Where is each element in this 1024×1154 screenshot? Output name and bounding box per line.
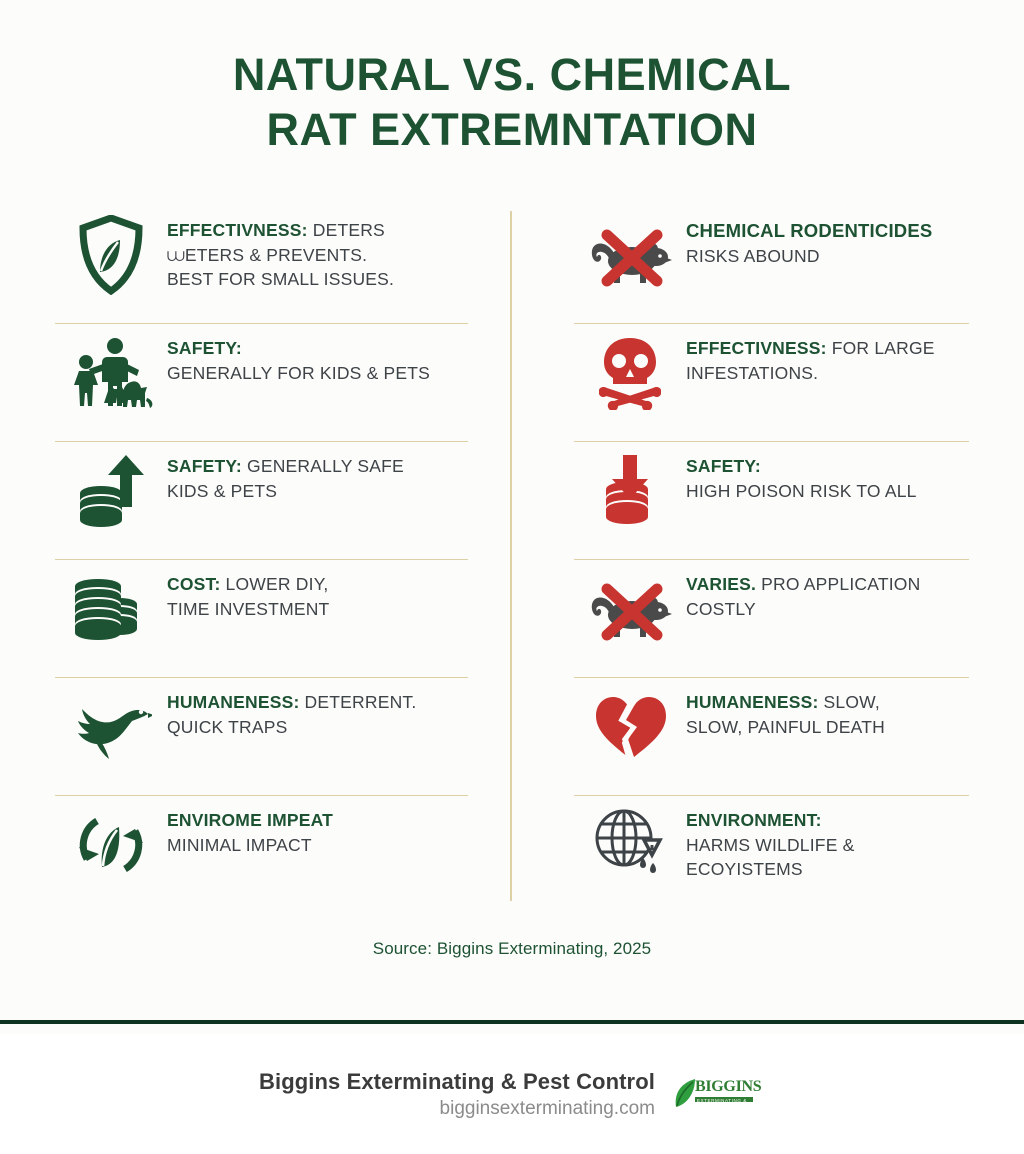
list-item-line3: BEST FOR SMALL ISSUES. <box>167 269 395 290</box>
skull-crossbones-icon <box>574 332 686 414</box>
list-item-text <box>686 214 969 269</box>
list-item-label: HUMANENESS: <box>167 691 300 712</box>
list-item-line2: KIDS & PETS <box>167 480 278 501</box>
footer-website[interactable]: bigginsexterminating.com <box>439 1097 655 1119</box>
list-item-text <box>167 804 468 858</box>
list-item-label: SAFETY: <box>686 455 761 476</box>
list-item <box>55 206 468 324</box>
footer-text-block <box>259 1069 655 1120</box>
list-item-text <box>686 568 969 622</box>
list-item-body: FOR LARGE <box>826 337 935 358</box>
list-item-label: CHEMICAL RODENTICIDES <box>686 219 933 241</box>
list-item-line2: COSTLY <box>686 598 756 619</box>
list-item-line2: GENERALLY FOR KIDS & PETS <box>167 362 431 383</box>
list-item <box>574 442 969 560</box>
list-item-line2: INFESTATIONS. <box>686 362 819 383</box>
list-item-text <box>167 214 468 293</box>
list-item <box>55 560 468 678</box>
list-item <box>574 560 969 678</box>
list-item-text <box>686 686 969 740</box>
list-item-text <box>686 332 969 386</box>
rat-crossed-out-icon <box>574 214 686 296</box>
list-item-body: SLOW, <box>818 691 880 712</box>
list-item <box>55 324 468 442</box>
list-item-line2: QUICK TRAPS <box>167 716 288 737</box>
list-item-line2: TIME INVESTMENT <box>167 598 330 619</box>
footer-company-name: Biggins Exterminating & Pest Control <box>259 1068 655 1094</box>
list-item-line2: MINIMAL IMPACT <box>167 834 312 855</box>
footer <box>0 1034 1024 1154</box>
brand-logo <box>673 1075 762 1113</box>
list-item <box>574 796 969 913</box>
coins-up-arrow-icon <box>55 450 167 532</box>
coins-down-arrow-icon <box>574 450 686 532</box>
shield-leaf-icon <box>55 214 167 296</box>
dove-icon <box>55 686 167 768</box>
list-item-body: PRO APPLICATION <box>756 573 921 594</box>
list-item-body: DETERRENT. <box>299 691 417 712</box>
list-item <box>574 324 969 442</box>
list-item-label: SAFETY: <box>167 337 242 358</box>
leaf-icon <box>673 1077 697 1111</box>
list-item <box>574 206 969 324</box>
list-item-line2: SLOW, PAINFUL DEATH <box>686 716 885 737</box>
list-item-label: ENVIROME IMPEAT <box>167 809 334 830</box>
logo-wordmark: BIGGINS <box>694 1078 762 1095</box>
chemical-column <box>512 206 969 913</box>
family-with-pets-icon <box>55 332 167 414</box>
natural-column <box>55 206 512 913</box>
coins-stack-icon <box>55 568 167 650</box>
title-line-1: NATURAL VS. CHEMICAL <box>232 49 792 100</box>
title-line-2: RAT EXTREMNTATION <box>266 103 758 155</box>
list-item <box>55 796 468 913</box>
list-item-label: ENVIRONMENT: <box>686 809 822 830</box>
list-item-text <box>686 804 969 883</box>
list-item <box>55 442 468 560</box>
recycle-leaf-icon <box>55 804 167 886</box>
list-item-text <box>167 450 468 504</box>
source-credit: Source: Biggins Exterminating, 2025 <box>372 938 652 958</box>
list-item-text <box>686 450 969 504</box>
logo-tagline: EXTERMINATING & PEST CONTROL <box>696 1098 747 1108</box>
list-item-label: EFFECTIVNESS: <box>686 337 827 358</box>
list-item-line2: ⩊ETERS & PREVENTS. <box>167 244 368 265</box>
list-item-line2: HIGH POISON RISK TO ALL <box>686 480 917 501</box>
list-item <box>55 678 468 796</box>
list-item-line3: ECOYISTEMS <box>686 859 803 880</box>
logo-lockup <box>673 1075 762 1113</box>
list-item-text <box>167 332 468 386</box>
list-item-body: LOWER DIY, <box>220 573 329 594</box>
list-item-label: EFFECTIVNESS: <box>167 219 308 240</box>
list-item-line2: HARMS WILDLIFE & <box>686 834 855 855</box>
globe-hazard-icon <box>574 804 686 886</box>
list-item-text <box>167 568 468 622</box>
list-item-label: COST: <box>167 573 221 594</box>
footer-divider <box>0 1020 1024 1024</box>
list-item-body: DETERS <box>307 219 385 240</box>
list-item-line2: RISKS ABOUND <box>686 246 820 267</box>
list-item-label: SAFETY: <box>167 455 242 476</box>
column-divider <box>510 211 512 901</box>
list-item-body: GENERALLY SAFE <box>241 455 404 476</box>
list-item-text <box>167 686 468 740</box>
list-item-label: VARIES. <box>686 573 757 594</box>
rat-crossed-out-icon <box>574 568 686 650</box>
comparison-columns <box>0 206 1024 913</box>
broken-heart-icon <box>574 686 686 768</box>
page-title <box>0 0 1024 158</box>
list-item <box>574 678 969 796</box>
list-item-label: HUMANENESS: <box>686 691 819 712</box>
